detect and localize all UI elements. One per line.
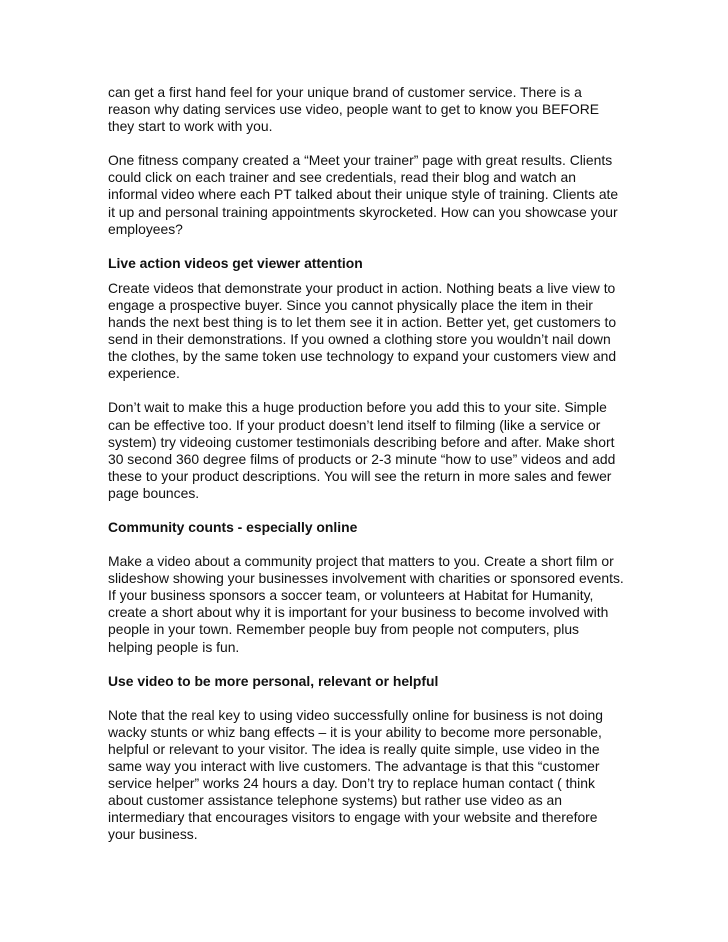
paragraph-product-demo: Create videos that demonstrate your product in action. Nothing beats a live view to engage a prospective buyer. Since you cannot physically place the item in their hands the next best thing is to let them see it in action. Better yet, get customers to send in their demonstrations. If you owned a clothing store you wouldn’t nail down the clothes, by the same token use technology to expand your customers view and experience. xyxy=(108,279,617,382)
paragraph-fitness-example: One fitness company created a “Meet your trainer” page with great results. Clients could click on each trainer and see credentials, read their blog and watch an informal video where each PT talked about their unique style of training. Clients ate it up and personal training appointments skyrocketed. How can you showcase your employees? xyxy=(108,152,619,237)
paragraph-intro-continuation: can get a first hand feel for your unique brand of customer service. There is a reason why dating services use video, people want to get to know you BEFORE they start to work with you. xyxy=(108,84,600,135)
heading-personal-video: Use video to be more personal, relevant or helpful xyxy=(108,672,439,689)
heading-live-action: Live action videos get viewer attention xyxy=(108,254,363,271)
heading-community: Community counts - especially online xyxy=(108,518,358,535)
paragraph-simple-production: Don’t wait to make this a huge production before you add this to your site. Simple can be effective too. If your product doesn’t lend itself to filming (like a service or system) try videoing customer testimonials describing before and after. Make short 30 second 360 degree films of products or 2-3 minute “how to use” videos and add these to your product descriptions. You will see the return in more sales and fewer page bounces. xyxy=(108,399,616,501)
paragraph-community-project: Make a video about a community project that matters to you. Create a short film or slideshow showing your businesses involvement with charities or sponsored events. If your business sponsors a soccer team, or volunteers at Habitat for Humanity, create a short about why it is important for your business to become involved with people in your town. Remember people buy from people not computers, plus helping people is fun. xyxy=(108,553,624,655)
document-page xyxy=(108,84,624,860)
paragraph-real-key: Note that the real key to using video successfully online for business is not doing wacky stunts or whiz bang effects – it is your ability to become more personable, helpful or relevant to your visitor. The idea is really quite simple, use video in the same way you interact with live customers. The advantage is that this “customer service helper” works 24 hours a day. Don’t try to replace human contact ( think about customer assistance telephone systems) but rather use video as an intermediary that encourages visitors to engage with your website and therefore your business. xyxy=(108,706,603,843)
